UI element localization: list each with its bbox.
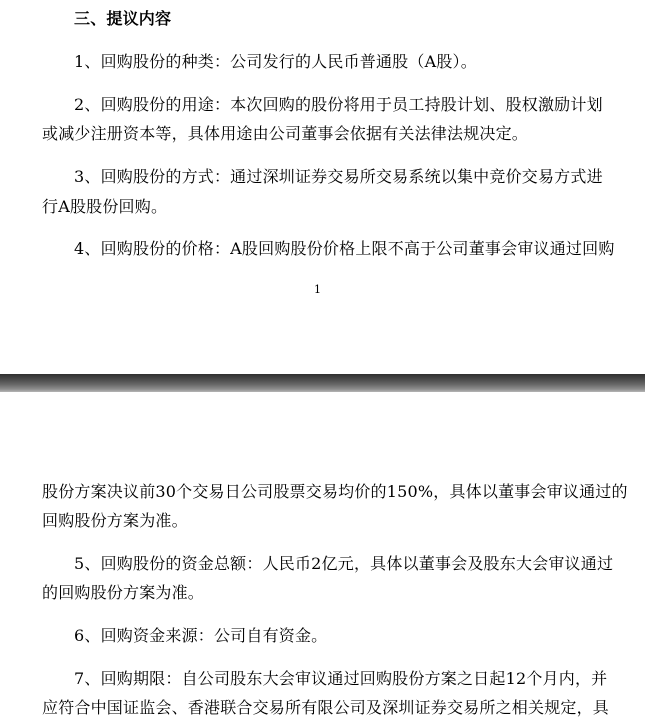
paragraph-3-line-1: 3、回购股份的方式：通过深圳证券交易所交易系统以集中竞价交易方式进 [74,167,603,186]
page-divider [0,374,645,392]
paragraph-6-line-1: 6、回购资金来源：公司自有资金。 [74,626,328,645]
paragraph-2-line-2: 或减少注册资本等，具体用途由公司董事会依据有关法律法规决定。 [42,124,529,143]
paragraph-4-line-1: 4、回购股份的价格：A股回购股份价格上限不高于公司董事会审议通过回购 [74,239,615,258]
paragraph-7-line-2: 应符合中国证监会、香港联合交易所有限公司及深圳证券交易所之相关规定，具 [42,698,610,717]
paragraph-4-line-2: 股份方案决议前30个交易日公司股票交易均价的150%，具体以董事会审议通过的 [42,482,628,501]
section-heading: 三、提议内容 [74,9,172,28]
paragraph-7-line-1: 7、回购期限：自公司股东大会审议通过回购股份方案之日起12个月内，并 [74,669,608,688]
paragraph-3-line-2: 行A股股份回购。 [42,197,168,216]
document-page-2 [0,392,645,724]
paragraph-5-line-1: 5、回购股份的资金总额：人民币2亿元，具体以董事会及股东大会审议通过 [74,554,614,573]
paragraph-2-line-1: 2、回购股份的用途：本次回购的股份将用于员工持股计划、股权激励计划 [74,95,603,114]
paragraph-5-line-2: 的回购股份方案为准。 [42,583,205,602]
paragraph-4-line-3: 回购股份方案为准。 [42,511,188,530]
paragraph-1-line-1: 1、回购股份的种类：公司发行的人民币普通股（A股）。 [74,52,477,71]
page-number: 1 [314,283,321,296]
